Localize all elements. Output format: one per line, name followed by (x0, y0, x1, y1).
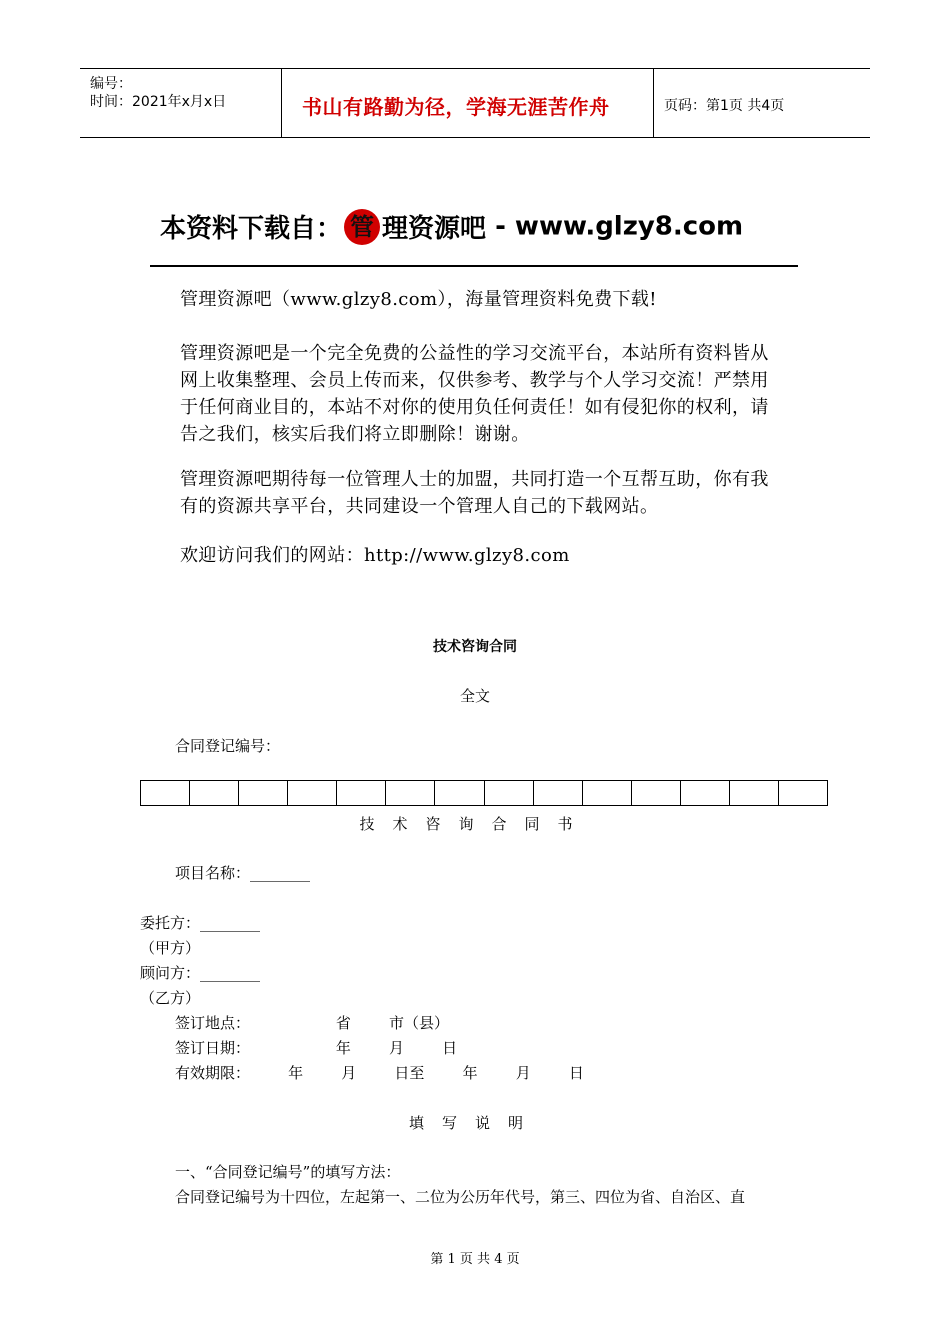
promo-para2: 管理资源吧是一个完全免费的公益性的学习交流平台，本站所有资料皆从网上收集整理、会员上传而来，仅供参考、教学与个人学习交流！严禁用于任何商业目的，本站不对你的使用负任何责任！如有侵犯你的权利，请告之我们，核实后我们将立即删除！谢谢。 (180, 343, 769, 445)
logo-char: 管 (350, 212, 375, 241)
promo-para4: 欢迎访问我们的网站：http://www.glzy8.com (180, 545, 570, 566)
client-field: 委托方：________ (140, 914, 261, 932)
instruction-item1-text: 合同登记编号为十四位，左起第一、二位为公历年代号，第三、四位为省、自治区、直 (175, 1188, 746, 1206)
valid-period-field: 有效期限： 年 月 日至 年 月 日 (175, 1064, 584, 1082)
source-banner (160, 208, 743, 256)
doc-title: 技术咨询合同 (433, 639, 517, 655)
time-label: 时间：2021年x月x日 (90, 94, 227, 110)
reg-digit-box (190, 781, 239, 805)
header-meta-cell (80, 69, 282, 137)
page-footer: 第 1 页 共 4 页 (430, 1252, 520, 1267)
reg-digit-box (141, 781, 190, 805)
reg-digit-box (485, 781, 534, 805)
instructions-title: 填写说明 (408, 1114, 541, 1132)
motto: 书山有路勤为径，学海无涯苦作舟 (302, 95, 610, 119)
project-name-field: 项目名称：________ (175, 864, 311, 882)
client-party: （甲方） (140, 939, 201, 957)
page-info: 页码：第1页 共4页 (664, 98, 785, 114)
registration-label: 合同登记编号： (175, 737, 281, 755)
reg-digit-box (288, 781, 337, 805)
reg-digit-box (632, 781, 681, 805)
doc-subtitle: 全文 (459, 687, 490, 705)
reg-digit-box (681, 781, 730, 805)
sign-place-field: 签订地点： 省 市（县） (175, 1014, 449, 1032)
site-logo-icon (344, 209, 380, 245)
reg-digit-box (779, 781, 827, 805)
banner-divider (150, 265, 798, 267)
sign-date-field: 签订日期： 年 月 日 (175, 1039, 458, 1057)
promo-para3: 管理资源吧期待每一位管理人士的加盟，共同打造一个互帮互助，你有我有的资源共享平台，共同建设一个管理人自己的下载网站。 (180, 469, 769, 517)
reg-digit-box (730, 781, 779, 805)
reg-digit-box (583, 781, 632, 805)
contract-book-title: 技术咨询合同书 (359, 815, 591, 833)
header-motto-cell (282, 69, 654, 137)
reg-digit-box (386, 781, 435, 805)
reg-digit-box (239, 781, 288, 805)
reg-digit-box (435, 781, 484, 805)
consultant-field: 顾问方：________ (140, 964, 261, 982)
reg-digit-box (534, 781, 583, 805)
header-page-cell (654, 69, 870, 137)
instruction-item1-title: 一、“合同登记编号”的填写方法： (175, 1163, 401, 1181)
banner-site-name: 理资源吧 (382, 214, 487, 244)
number-label: 编号： (90, 76, 132, 92)
document-header (80, 68, 870, 138)
promo-line1: 管理资源吧（www.glzy8.com），海量管理资料免费下载! (180, 289, 657, 310)
banner-url: - www.glzy8.com (486, 211, 744, 242)
banner-prefix: 本资料下载自： (160, 214, 343, 244)
registration-number-grid (140, 780, 828, 806)
consultant-party: （乙方） (140, 989, 201, 1007)
reg-digit-box (337, 781, 386, 805)
